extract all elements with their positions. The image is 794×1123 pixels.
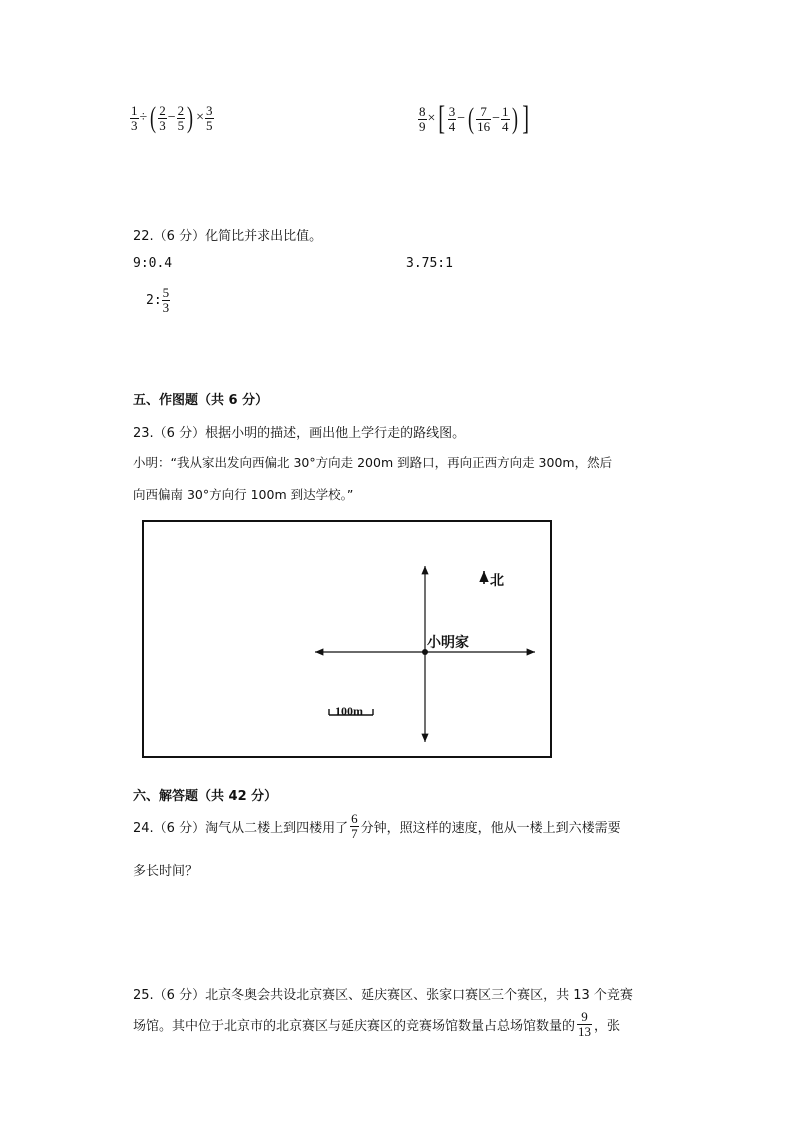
fraction: $\frac{6}{7}$ [351,811,358,841]
fraction: $\frac{5}{3}$ [162,285,170,315]
left-bracket: [ [438,100,446,137]
q24-line-1: 24.（6 分）淘气从二楼上到四楼用了 $\frac{6}{7}$ 分钟，照这样的速度，他从一楼上到六楼需要 [133,811,621,841]
q23-quote-line-1: 小明：“我从家出发向西偏北 30°方向走 200m 到路口，再向正西方向走 300m，然后 [133,455,613,470]
operator: × [196,110,204,125]
q23-title: 23.（6 分）根据小明的描述，画出他上学行走的路线图。 [133,426,466,441]
q22-title: 22.（6 分）化简比并求出比值。 [133,229,323,244]
fraction: $\frac{3}{5}$ [206,102,213,133]
fraction: $\frac{2}{5}$ [177,102,185,133]
route-diagram [142,520,552,758]
q22-item-1: 9:0.4 [133,256,173,271]
expression-2 [418,102,531,136]
q25-line-2: 场馆。其中位于北京市的北京赛区与延庆赛区的竞赛场馆数量占总场馆数量的 $\frac{9}{13}$ ，张 [133,1009,621,1039]
q23-quote-line-2: 向西偏南 30°方向行 100m 到达学校。” [133,487,354,502]
north-label: 北 [490,573,504,589]
fraction: $\frac{7}{16}$ [477,103,491,134]
section-5-title: 五、作图题（共 6 分） [133,393,269,408]
q22-item-3: 2: $\frac{5}{3}$ [146,285,170,315]
fraction: $\frac{9}{13}$ [578,1009,592,1039]
right-paren: ) [187,101,194,134]
q24-line-2: 多长时间？ [133,864,199,879]
operator: − [457,111,466,126]
home-label: 小明家 [427,636,469,651]
fraction: $\frac{8}{9}$ [419,103,426,134]
fraction: $\frac{3}{4}$ [448,103,456,134]
operator: − [167,110,176,125]
left-paren: ( [150,101,157,134]
q25-line-1: 25.（6 分）北京冬奥会共设北京赛区、延庆赛区、张家口赛区三个赛区，共 13 个竞赛 [133,988,633,1003]
left-paren: ( [468,102,475,135]
scale-label: 100m [335,704,363,718]
right-paren: ) [511,102,518,135]
compass-axes [144,522,550,756]
operator: × [427,111,436,126]
operator: ÷ [139,110,148,125]
fraction: $\frac{1}{3}$ [131,102,138,133]
fraction: $\frac{1}{4}$ [502,103,509,134]
right-bracket: ] [521,100,529,137]
section-6-title: 六、解答题（共 42 分） [133,789,278,804]
fraction: $\frac{2}{3}$ [159,102,166,133]
expression-1 [130,103,214,133]
q22-item-2: 3.75:1 [406,256,453,271]
operator: − [492,111,501,126]
